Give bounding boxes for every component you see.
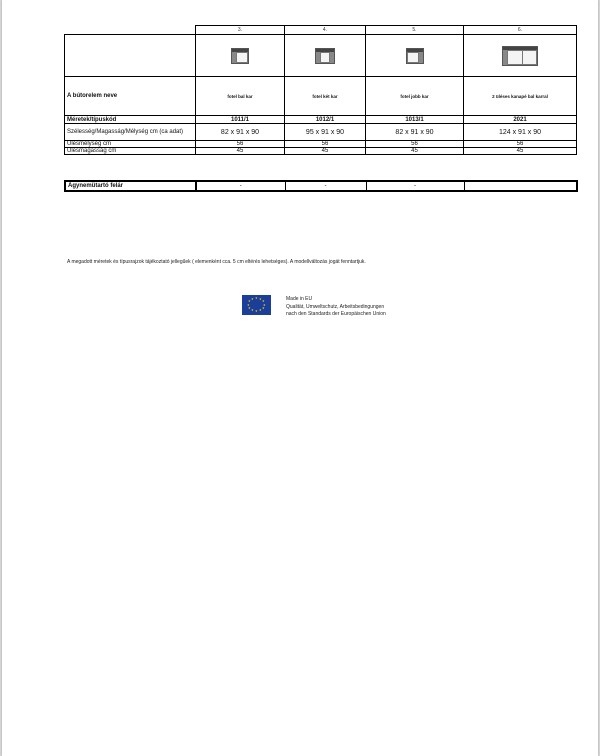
type-code: 1011/1 [196,116,285,124]
thumbnail-cell [285,35,366,77]
armchair-left-arm-icon [231,48,249,64]
document-page [2,0,598,756]
seat-height: 45 [196,148,285,155]
seat-depth-row [65,141,577,148]
row-label: Ülésmélység cm [65,141,196,148]
two-seater-sofa-left-arm-icon [502,46,538,66]
thumbnail-cell [196,35,285,77]
row-label: Szélesség/Magasság/Mélység cm (ca adat) [65,124,196,141]
dimensions: 82 x 91 x 90 [196,124,285,141]
surcharge-value [464,181,577,191]
product-name: fotel jobb kar [366,77,464,116]
seat-height: 45 [285,148,366,155]
type-code: 2021 [464,116,577,124]
dimensions-row [65,124,577,141]
seat-depth: 56 [366,141,464,148]
seat-depth: 56 [464,141,577,148]
column-number: 4. [285,26,366,35]
product-name: fotel bal kar [196,77,285,116]
type-code: 1012/1 [285,116,366,124]
thumbnail-row [65,35,577,77]
product-name: fotel két kar [285,77,366,116]
type-code: 1013/1 [366,116,464,124]
blank-cell [65,26,196,35]
column-number: 6. [464,26,577,35]
thumbnail-cell [366,35,464,77]
dimensions: 95 x 91 x 90 [285,124,366,141]
seat-depth: 56 [196,141,285,148]
surcharge-row [65,181,577,191]
eu-line: Qualität, Umweltschutz, Arbeitsbedingungen [286,303,385,310]
surcharge-value: - [285,181,366,191]
eu-flag-icon: ★ ★ ★ ★ ★ ★ ★ ★ ★ ★ ★ ★ [242,295,271,315]
seat-height: 45 [366,148,464,155]
bed-storage-surcharge-table [64,180,578,192]
seat-height: 45 [464,148,577,155]
column-number: 5. [366,26,464,35]
column-number-row [65,26,577,35]
row-label: Ágynemütartó felár [65,181,196,191]
eu-line: nach den Standards der Europäischen Union [286,311,386,317]
armchair-two-arms-icon [315,48,335,64]
eu-line: Made in EU [286,296,313,302]
eu-standards-text [286,296,386,319]
armchair-right-arm-icon [406,48,424,64]
type-code-row [65,116,577,124]
row-label: Méretek/típuskód [65,116,196,124]
surcharge-value: - [366,181,464,191]
row-label: A bútorelem neve [65,77,196,116]
product-spec-table [64,25,577,155]
seat-height-row [65,148,577,155]
column-number: 3. [196,26,285,35]
surcharge-value: - [196,181,285,191]
thumbnail-cell [464,35,577,77]
dimensions: 124 x 91 x 90 [464,124,577,141]
product-name-row [65,77,577,116]
seat-depth: 56 [285,141,366,148]
row-label: Ülésmagasság cm [65,148,196,155]
product-name: 2 üléses kanapé bal karral [464,77,577,116]
blank-cell [65,35,196,77]
dimensions: 82 x 91 x 90 [366,124,464,141]
disclaimer-note: A megadott méretek és típusrajzok tájékoztató jellegűek ( elemenként cca. 5 cm eltérés lehetséges). A modellváltozás jogát fenntartjuk. [67,259,366,265]
